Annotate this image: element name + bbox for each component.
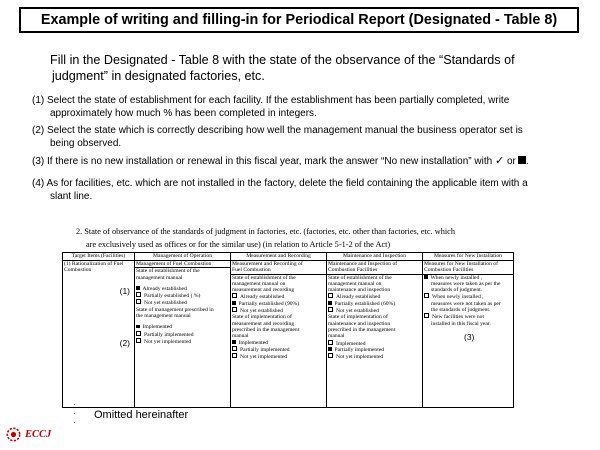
- cell-new-installation: [423, 261, 514, 408]
- filled-square-icon: [232, 301, 236, 305]
- mgmt-est-label: management manual: [136, 274, 183, 281]
- empty-checkbox-icon: [136, 331, 141, 336]
- meas-impl-label: measurement and recording: [232, 320, 295, 327]
- filled-square-icon: [328, 347, 332, 351]
- maint-impl-label: maintenance and inspection: [328, 320, 391, 327]
- slide-title: Example of writing and filling-in for Periodical Report (Designated - Table 8): [40, 12, 558, 28]
- table-row: [63, 261, 514, 408]
- maint-est-label: management manual on: [328, 280, 382, 287]
- empty-checkbox-icon: [328, 353, 333, 358]
- empty-checkbox-icon: [328, 340, 333, 345]
- eccj-logo-icon: [6, 427, 21, 442]
- maint-impl-option: Partially implemented: [334, 346, 385, 353]
- new-install-option: When newly installed ,: [430, 274, 483, 281]
- maint-est-option: Already established: [336, 294, 381, 301]
- table-caption-line-2: are exclusively used as offices or for the similar use) (in relation to Article 5-1-2 of the Act): [86, 240, 391, 249]
- mark-1: (1): [119, 286, 130, 296]
- maint-impl-label: prescribed in the management: [328, 326, 396, 333]
- maint-est-label: maintenance and inspection: [328, 287, 391, 294]
- meas-est-option: Not yet established: [240, 308, 283, 315]
- black-square-icon: [518, 156, 526, 164]
- header-target-items: Target Items (Facilities): [63, 253, 135, 261]
- maint-est-option: Not yet established: [336, 308, 379, 315]
- mgmt-est-option: Partially established ( %): [144, 293, 201, 300]
- filled-square-icon: [136, 325, 140, 329]
- empty-checkbox-icon: [136, 292, 141, 297]
- mgmt-impl-label: State of management prescribed in: [136, 306, 214, 313]
- maintenance-title: Maintenance and Inspection of: [328, 261, 398, 267]
- new-install-title: Measures for New Installation of: [424, 261, 498, 267]
- mgmt-est-option: Not yet established: [144, 300, 187, 307]
- empty-checkbox-icon: [136, 299, 141, 304]
- instruction-4-line-2: slant line.: [50, 191, 93, 202]
- target-item-line-2: Combustion: [64, 267, 92, 274]
- maintenance-title: Combustion Facilities: [328, 267, 378, 274]
- empty-checkbox-icon: [232, 307, 237, 312]
- meas-est-option: Partially established (90%): [238, 300, 300, 307]
- filled-square-icon: [424, 275, 428, 279]
- instruction-1-line-2: approximately how much % has been completed in integers.: [50, 108, 317, 119]
- maint-est-label: State of establishment of the: [328, 274, 392, 281]
- empty-checkbox-icon: [424, 293, 429, 298]
- mark-3: (3): [464, 332, 475, 342]
- mark-2: (2): [119, 338, 130, 348]
- empty-checkbox-icon: [136, 338, 141, 343]
- instruction-2-line-1: (2) Select the state which is correctly describing how well the management manual the business operator set is: [32, 125, 523, 136]
- mgmt-impl-label: the management manual: [136, 313, 191, 320]
- measurement-title: Measurement and Recording of: [232, 261, 303, 267]
- new-install-option: installed in this fiscal year.: [431, 320, 491, 327]
- new-install-option: the standards of judgment.: [431, 307, 491, 314]
- table-caption: [76, 225, 596, 251]
- header-measurement: Measurement and Recording: [231, 253, 327, 261]
- instruction-1-line-1: (1) Select the state of establishment for each facility. If the establishment has been partially completed, write: [32, 95, 510, 106]
- instruction-2-line-2: being observed.: [50, 138, 122, 149]
- target-item-line-1: (1) Rationalization of Fuel: [64, 261, 124, 267]
- mgmt-impl-option: Implemented: [142, 324, 173, 331]
- continuation-dots: · · ·: [73, 400, 76, 427]
- meas-impl-label: manual: [232, 333, 249, 340]
- new-install-option: standards of judgment.: [431, 287, 483, 294]
- maint-impl-label: State of implementation of: [328, 314, 388, 321]
- filled-square-icon: [328, 301, 332, 305]
- maint-impl-label: manual: [328, 333, 345, 340]
- omitted-note: Omitted hereinafter: [94, 409, 189, 421]
- meas-est-option: Already established: [240, 294, 285, 301]
- new-install-option: New facilities were not: [432, 314, 485, 321]
- empty-checkbox-icon: [424, 313, 429, 318]
- eccj-logo: [6, 427, 51, 442]
- header-management: Management of Operation: [135, 253, 231, 261]
- cell-maintenance: [327, 261, 423, 408]
- new-install-option: measures were taken as per the: [431, 280, 501, 287]
- meas-impl-label: prescribed in the management: [232, 326, 300, 333]
- instruction-4-line-1: (4) As for facilities, etc. which are not installed in the factory, delete the field containing the applicable item with a: [32, 178, 528, 189]
- intro-line-1: Fill in the Designated - Table 8 with the state of the observance of the “Standards of: [50, 53, 515, 67]
- mgmt-impl-option: Partially implemented: [144, 331, 194, 338]
- cell-measurement: [231, 261, 327, 408]
- empty-checkbox-icon: [328, 307, 333, 312]
- checkmark-icon: ✓: [494, 155, 505, 167]
- management-title: Management of Fuel Combustion: [136, 261, 212, 267]
- maint-impl-option: Not yet implemented: [336, 354, 384, 361]
- maint-impl-option: Implemented: [336, 340, 366, 347]
- slide-title-box: [19, 7, 579, 33]
- empty-checkbox-icon: [232, 346, 237, 351]
- new-install-option: When newly installed ,: [432, 294, 484, 301]
- cell-target-item: [63, 261, 135, 408]
- empty-checkbox-icon: [232, 293, 237, 298]
- instruction-4: [32, 177, 582, 203]
- eccj-logo-text: ECCJ: [25, 429, 52, 440]
- filled-square-icon: [136, 286, 140, 290]
- instruction-3-or: or: [506, 156, 516, 167]
- instruction-3-line-1: (3) If there is no new installation or renewal in this fiscal year, mark the answer “No new installation” with: [32, 156, 493, 167]
- intro-line-2: judgment” in designated factories, etc.: [52, 69, 265, 83]
- header-maintenance: Maintenance and Inspection: [327, 253, 423, 261]
- new-install-title: Combustion Facilities: [424, 267, 474, 274]
- table-caption-line-1: 2. State of observance of the standards of judgment in factories, etc. (factories, etc. other than factories, etc. which: [76, 227, 455, 236]
- designated-table-8: [62, 252, 514, 408]
- empty-checkbox-icon: [232, 353, 237, 358]
- instruction-2: [32, 124, 582, 150]
- mgmt-impl-option: Not yet implemented: [144, 338, 192, 345]
- empty-checkbox-icon: [328, 293, 333, 298]
- instruction-1: [32, 94, 582, 120]
- new-install-option: measures were not taken as per: [431, 300, 501, 307]
- measurement-title: Fuel Combustion: [232, 267, 271, 274]
- mgmt-est-option: Already established: [142, 285, 187, 292]
- mgmt-est-label: State of establishment of the: [136, 268, 200, 275]
- meas-est-label: measurement and recording: [232, 287, 295, 294]
- meas-impl-option: Implemented: [238, 339, 269, 346]
- table-header-row: [63, 253, 514, 261]
- instruction-3: (3) If there is no new installation or renewal in this fiscal year, mark the answer “No new installation” with ✓ or .: [32, 155, 529, 167]
- meas-impl-label: State of implementation of: [232, 314, 292, 321]
- meas-est-label: State of establishment of the: [232, 274, 296, 281]
- cell-management: [135, 261, 231, 408]
- meas-impl-option: Not yet implemented: [240, 354, 288, 361]
- meas-impl-option: Partially implemented: [240, 346, 290, 353]
- intro-text: [50, 52, 570, 84]
- maint-est-option: Partially established (60%): [334, 300, 396, 307]
- header-new-installation: Measures for New Installation: [423, 253, 514, 261]
- meas-est-label: management manual on: [232, 280, 286, 287]
- filled-square-icon: [232, 340, 236, 344]
